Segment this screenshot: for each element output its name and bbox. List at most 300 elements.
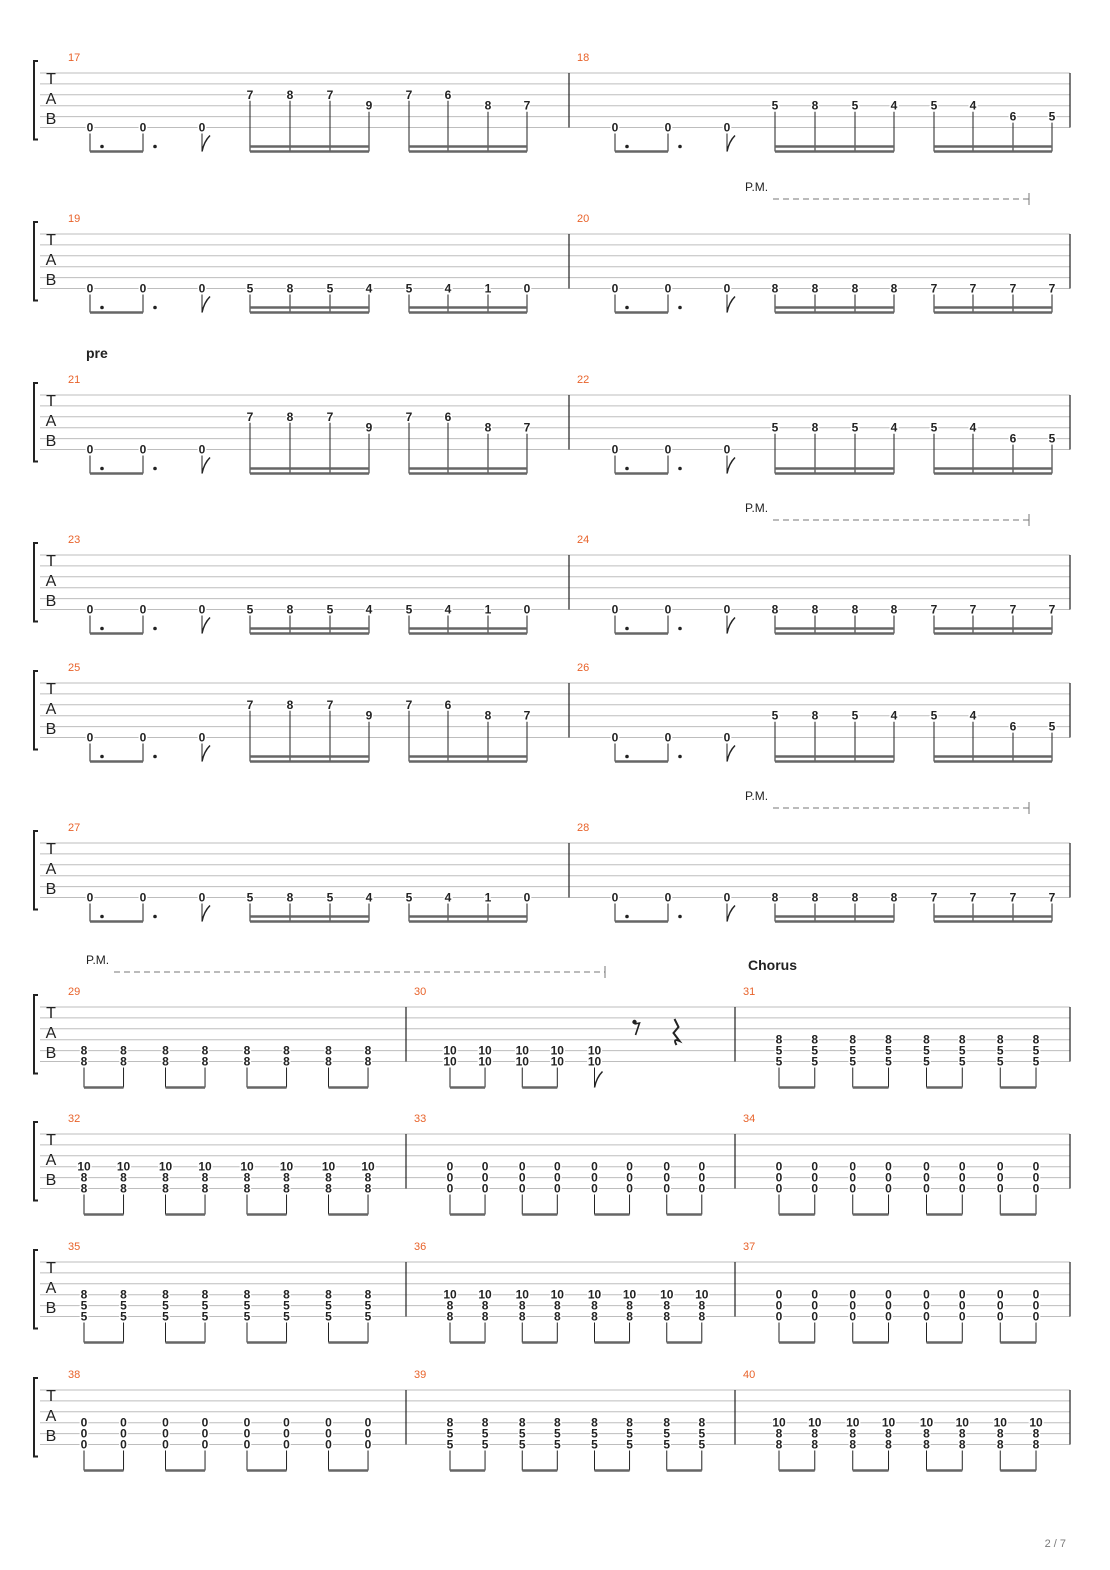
fret-number: 0 [958, 1287, 966, 1302]
fret-number: 0 [481, 1181, 489, 1196]
fret-number: 5 [326, 890, 334, 905]
fret-number: 5 [663, 1426, 671, 1441]
fret-number: 8 [364, 1054, 372, 1069]
fret-number: 0 [198, 442, 206, 457]
fret-number: 8 [553, 1309, 561, 1324]
measure-number: 23 [68, 534, 81, 546]
fret-number: 8 [446, 1415, 454, 1430]
fret-number: 10 [622, 1287, 637, 1302]
fret-number: 0 [553, 1170, 561, 1185]
fret-number: 8 [201, 1181, 209, 1196]
fret-number: 1 [484, 602, 492, 617]
tab-clef-letter: T [46, 71, 56, 88]
fret-number: 10 [515, 1043, 529, 1058]
fret-number: 8 [851, 602, 859, 617]
fret-number: 7 [405, 409, 413, 424]
fret-number: 8 [849, 1426, 857, 1441]
fret-number: 0 [446, 1170, 454, 1185]
fret-number: 8 [80, 1181, 88, 1196]
fret-number: 0 [523, 281, 531, 296]
fret-number: 8 [518, 1415, 526, 1430]
measure [68, 374, 531, 474]
fret-number: 5 [120, 1298, 127, 1313]
fret-number: 8 [286, 602, 294, 617]
fret-number: 8 [484, 98, 492, 113]
fret-number: 0 [481, 1159, 489, 1174]
measure [577, 374, 1056, 474]
measure [68, 1369, 372, 1471]
fret-number: 8 [243, 1287, 251, 1302]
fret-number: 8 [811, 708, 819, 723]
fret-number: 0 [723, 442, 731, 457]
section-label: Chorus [748, 957, 797, 973]
measure-number: 40 [743, 1369, 756, 1381]
measure [577, 822, 1056, 922]
fret-number: 0 [86, 890, 94, 905]
fret-number: 4 [365, 890, 373, 905]
fret-number: 8 [283, 1287, 290, 1302]
fret-number: 8 [626, 1309, 633, 1324]
fret-number: 8 [663, 1298, 671, 1313]
fret-number: 0 [923, 1298, 930, 1313]
tab-system [34, 345, 1070, 474]
fret-number: 8 [849, 1032, 857, 1047]
fret-number: 8 [890, 890, 898, 905]
fret-number: 7 [523, 98, 531, 113]
measure [68, 534, 531, 634]
measure-number: 24 [577, 534, 590, 546]
fret-number: 8 [553, 1298, 561, 1313]
fret-number: 8 [626, 1415, 633, 1430]
fret-number: 0 [923, 1181, 930, 1196]
fret-number: 0 [446, 1159, 454, 1174]
fret-number: 8 [811, 1426, 819, 1441]
fret-number: 9 [365, 420, 373, 435]
fret-number: 0 [811, 1287, 819, 1302]
fret-number: 5 [996, 1054, 1004, 1069]
palm-mute-label: P.M. [745, 789, 769, 803]
measure [577, 534, 1056, 634]
fret-number: 0 [923, 1159, 930, 1174]
measure [68, 1113, 375, 1215]
fret-number: 0 [611, 120, 619, 135]
fret-number: 0 [325, 1415, 332, 1430]
fret-number: 0 [481, 1170, 489, 1185]
fret-number: 8 [811, 890, 819, 905]
fret-number: 7 [1048, 602, 1056, 617]
fret-number: 0 [885, 1298, 892, 1313]
fret-number: 8 [80, 1170, 88, 1185]
fret-number: 10 [550, 1287, 564, 1302]
fret-number: 5 [553, 1437, 561, 1452]
fret-number: 5 [851, 98, 859, 113]
fret-number: 5 [246, 281, 254, 296]
dot [625, 915, 629, 919]
fret-number: 8 [325, 1181, 332, 1196]
fret-number: 8 [286, 409, 294, 424]
fret-number: 5 [923, 1043, 930, 1058]
palm-mute-label: P.M. [86, 953, 110, 967]
fret-number: 0 [698, 1170, 706, 1185]
fret-number: 7 [930, 602, 938, 617]
fret-number: 8 [162, 1043, 169, 1058]
fret-number: 5 [811, 1054, 819, 1069]
measure [414, 986, 680, 1088]
fret-number: 7 [1009, 602, 1017, 617]
fret-number: 10 [846, 1415, 860, 1430]
fret-number: 0 [611, 730, 619, 745]
fret-number: 8 [364, 1181, 372, 1196]
fret-number: 5 [80, 1309, 88, 1324]
fret-number: 10 [116, 1159, 131, 1174]
fret-number: 8 [80, 1287, 88, 1302]
fret-number: 8 [885, 1426, 892, 1441]
fret-number: 0 [198, 730, 206, 745]
fret-number: 8 [591, 1415, 598, 1430]
fret-number: 8 [243, 1170, 251, 1185]
fret-number: 0 [811, 1170, 819, 1185]
fret-number: 0 [663, 1159, 671, 1174]
fret-number: 0 [80, 1437, 88, 1452]
fret-number: 0 [1032, 1298, 1040, 1313]
note-flag [727, 906, 735, 922]
system-bracket [34, 61, 38, 140]
measure-number: 21 [68, 374, 81, 386]
fret-number: 5 [958, 1054, 966, 1069]
fret-number: 0 [86, 281, 94, 296]
tab-clef-letter: T [46, 1388, 56, 1405]
tab-clef-letter: A [45, 1025, 57, 1042]
fret-number: 7 [405, 87, 413, 102]
fret-number: 0 [201, 1426, 209, 1441]
fret-number: 0 [996, 1287, 1004, 1302]
measure-number: 25 [68, 662, 81, 674]
fret-number: 0 [811, 1309, 819, 1324]
fret-number: 5 [162, 1298, 169, 1313]
fret-number: 6 [1009, 431, 1017, 446]
tab-clef-letter: B [45, 721, 57, 738]
fret-number: 10 [515, 1054, 529, 1069]
fret-number: 6 [444, 697, 452, 712]
quarter-rest [674, 1019, 680, 1045]
dot [153, 627, 157, 631]
fret-number: 0 [885, 1287, 892, 1302]
dot [678, 755, 682, 759]
measure-number: 33 [414, 1113, 427, 1125]
fret-number: 8 [80, 1043, 88, 1058]
fret-number: 5 [446, 1426, 454, 1441]
tab-clef-letter: B [45, 1045, 57, 1062]
fret-number: 7 [969, 281, 977, 296]
fret-number: 0 [611, 890, 619, 905]
fret-number: 8 [1032, 1437, 1040, 1452]
fret-number: 8 [481, 1415, 489, 1430]
fret-number: 0 [664, 730, 672, 745]
fret-number: 0 [611, 281, 619, 296]
fret-number: 8 [120, 1287, 127, 1302]
fret-number: 8 [1032, 1426, 1040, 1441]
fret-number: 0 [198, 120, 206, 135]
fret-number: 0 [120, 1415, 127, 1430]
fret-number: 0 [996, 1181, 1004, 1196]
fret-number: 0 [325, 1437, 332, 1452]
fret-number: 5 [201, 1309, 209, 1324]
fret-number: 5 [481, 1426, 489, 1441]
fret-number: 9 [365, 708, 373, 723]
dot [153, 915, 157, 919]
fret-number: 10 [198, 1159, 212, 1174]
fret-number: 0 [885, 1159, 892, 1174]
fret-number: 0 [162, 1437, 169, 1452]
fret-number: 5 [885, 1043, 892, 1058]
fret-number: 5 [1048, 719, 1056, 734]
fret-number: 0 [553, 1159, 561, 1174]
dot [153, 755, 157, 759]
fret-number: 10 [587, 1043, 602, 1058]
fret-number: 8 [996, 1426, 1004, 1441]
tab-clef-letter: B [45, 1172, 57, 1189]
fret-number: 10 [478, 1287, 492, 1302]
fret-number: 8 [996, 1032, 1004, 1047]
tab-clef-letter: T [46, 1005, 56, 1022]
fret-number: 7 [246, 87, 254, 102]
fret-number: 0 [849, 1298, 857, 1313]
fret-number: 7 [1009, 281, 1017, 296]
fret-number: 0 [664, 120, 672, 135]
fret-number: 0 [849, 1181, 857, 1196]
dot [100, 755, 104, 759]
fret-number: 0 [139, 730, 147, 745]
note-flag [595, 1072, 603, 1088]
tab-clef-letter: A [45, 701, 57, 718]
fret-number: 7 [969, 602, 977, 617]
fret-number: 8 [283, 1043, 290, 1058]
fret-number: 7 [523, 708, 531, 723]
fret-number: 0 [775, 1159, 783, 1174]
fret-number: 4 [444, 602, 452, 617]
fret-number: 7 [1048, 890, 1056, 905]
fret-number: 8 [811, 1032, 819, 1047]
system-bracket [34, 1378, 38, 1457]
fret-number: 8 [162, 1181, 169, 1196]
fret-number: 8 [325, 1043, 332, 1058]
fret-number: 8 [811, 281, 819, 296]
fret-number: 0 [446, 1181, 454, 1196]
fret-number: 9 [365, 98, 373, 113]
note-flag [727, 746, 735, 762]
fret-number: 0 [849, 1287, 857, 1302]
system-bracket [34, 222, 38, 301]
measure [68, 213, 531, 313]
fret-number: 8 [663, 1309, 671, 1324]
fret-number: 0 [611, 442, 619, 457]
fret-number: 0 [723, 602, 731, 617]
fret-number: 0 [198, 602, 206, 617]
fret-number: 0 [775, 1298, 783, 1313]
fret-number: 0 [139, 281, 147, 296]
fret-number: 7 [405, 697, 413, 712]
fret-number: 8 [364, 1170, 372, 1185]
fret-number: 0 [139, 602, 147, 617]
fret-number: 0 [775, 1309, 783, 1324]
fret-number: 8 [923, 1032, 930, 1047]
fret-number: 0 [523, 602, 531, 617]
fret-number: 8 [811, 1437, 819, 1452]
fret-number: 8 [283, 1170, 290, 1185]
note-flag [202, 618, 210, 634]
fret-number: 0 [1032, 1159, 1040, 1174]
measure [743, 1113, 1040, 1215]
tab-clef-letter: A [45, 1408, 57, 1425]
dot [100, 306, 104, 310]
fret-number: 0 [1032, 1170, 1040, 1185]
fret-number: 5 [771, 708, 779, 723]
fret-number: 10 [1029, 1415, 1043, 1430]
fret-number: 0 [885, 1170, 892, 1185]
fret-number: 5 [326, 281, 334, 296]
fret-number: 0 [664, 281, 672, 296]
fret-number: 8 [325, 1287, 332, 1302]
dot [625, 467, 629, 471]
fret-number: 5 [1032, 1054, 1040, 1069]
fret-number: 0 [1032, 1309, 1040, 1324]
measure-number: 36 [414, 1241, 427, 1253]
fret-number: 10 [993, 1415, 1007, 1430]
fret-number: 5 [243, 1309, 251, 1324]
fret-number: 0 [325, 1426, 332, 1441]
fret-number: 0 [958, 1159, 966, 1174]
fret-number: 8 [771, 602, 779, 617]
dot [678, 467, 682, 471]
tab-system [34, 1241, 1070, 1343]
fret-number: 5 [201, 1298, 209, 1313]
fret-number: 0 [201, 1437, 209, 1452]
fret-number: 8 [484, 708, 492, 723]
fret-number: 8 [201, 1043, 209, 1058]
measure-number: 17 [68, 52, 81, 64]
measure [414, 1241, 709, 1343]
fret-number: 5 [923, 1054, 930, 1069]
fret-number: 10 [550, 1043, 564, 1058]
tab-clef-letter: A [45, 861, 57, 878]
fret-number: 7 [930, 281, 938, 296]
fret-number: 7 [1048, 281, 1056, 296]
fret-number: 5 [698, 1437, 706, 1452]
fret-number: 10 [478, 1054, 492, 1069]
measure-number: 35 [68, 1241, 81, 1253]
fret-number: 5 [996, 1043, 1004, 1058]
tab-system [34, 1113, 1070, 1215]
fret-number: 0 [996, 1309, 1004, 1324]
fret-number: 0 [723, 281, 731, 296]
fret-number: 5 [591, 1437, 598, 1452]
fret-number: 5 [591, 1426, 598, 1441]
fret-number: 4 [890, 708, 898, 723]
fret-number: 5 [930, 98, 938, 113]
measure [577, 213, 1056, 313]
fret-number: 7 [326, 87, 334, 102]
fret-number: 8 [958, 1437, 966, 1452]
fret-number: 0 [243, 1415, 251, 1430]
fret-number: 10 [515, 1287, 529, 1302]
fret-number: 0 [996, 1170, 1004, 1185]
fret-number: 0 [958, 1309, 966, 1324]
fret-number: 0 [775, 1170, 783, 1185]
fret-number: 8 [996, 1437, 1004, 1452]
fret-number: 0 [923, 1170, 930, 1185]
fret-number: 5 [326, 602, 334, 617]
fret-number: 0 [698, 1159, 706, 1174]
note-flag [727, 618, 735, 634]
fret-number: 8 [201, 1170, 209, 1185]
fret-number: 0 [120, 1437, 127, 1452]
fret-number: 7 [326, 697, 334, 712]
tab-clef-letter: B [45, 111, 57, 128]
fret-number: 8 [698, 1298, 706, 1313]
fret-number: 8 [885, 1437, 892, 1452]
fret-number: 0 [664, 890, 672, 905]
fret-number: 10 [361, 1159, 375, 1174]
note-flag [727, 297, 735, 313]
fret-number: 1 [484, 890, 492, 905]
measure [68, 986, 372, 1088]
fret-number: 5 [1048, 109, 1056, 124]
fret-number: 5 [930, 708, 938, 723]
fret-number: 0 [811, 1181, 819, 1196]
fret-number: 5 [283, 1298, 290, 1313]
tab-system [34, 662, 1070, 762]
fret-number: 5 [405, 602, 413, 617]
measure [743, 1369, 1043, 1471]
fret-number: 8 [518, 1309, 526, 1324]
fret-number: 8 [811, 602, 819, 617]
fret-number: 5 [775, 1054, 783, 1069]
system-bracket [34, 383, 38, 462]
dot [678, 627, 682, 631]
fret-number: 5 [958, 1043, 966, 1058]
fret-number: 4 [444, 281, 452, 296]
section-label: pre [86, 345, 108, 361]
fret-number: 0 [723, 730, 731, 745]
tab-system [34, 501, 1070, 634]
fret-number: 5 [364, 1309, 372, 1324]
fret-number: 8 [286, 890, 294, 905]
measure [68, 662, 531, 762]
fret-number: 5 [1048, 431, 1056, 446]
measure [743, 1241, 1040, 1343]
fret-number: 0 [885, 1309, 892, 1324]
fret-number: 5 [849, 1054, 857, 1069]
fret-number: 10 [279, 1159, 294, 1174]
fret-number: 0 [664, 602, 672, 617]
fret-number: 0 [663, 1170, 671, 1185]
fret-number: 8 [775, 1426, 783, 1441]
fret-number: 8 [851, 890, 859, 905]
fret-number: 8 [201, 1054, 209, 1069]
fret-number: 5 [626, 1426, 633, 1441]
fret-number: 8 [162, 1287, 169, 1302]
dot [100, 627, 104, 631]
fret-number: 8 [481, 1298, 489, 1313]
tab-clef-letter: B [45, 1428, 57, 1445]
fret-number: 7 [930, 890, 938, 905]
tab-system [34, 52, 1070, 152]
fret-number: 0 [849, 1159, 857, 1174]
fret-number: 0 [849, 1309, 857, 1324]
fret-number: 5 [811, 1043, 819, 1058]
tab-clef-letter: T [46, 1132, 56, 1149]
fret-number: 7 [1009, 890, 1017, 905]
